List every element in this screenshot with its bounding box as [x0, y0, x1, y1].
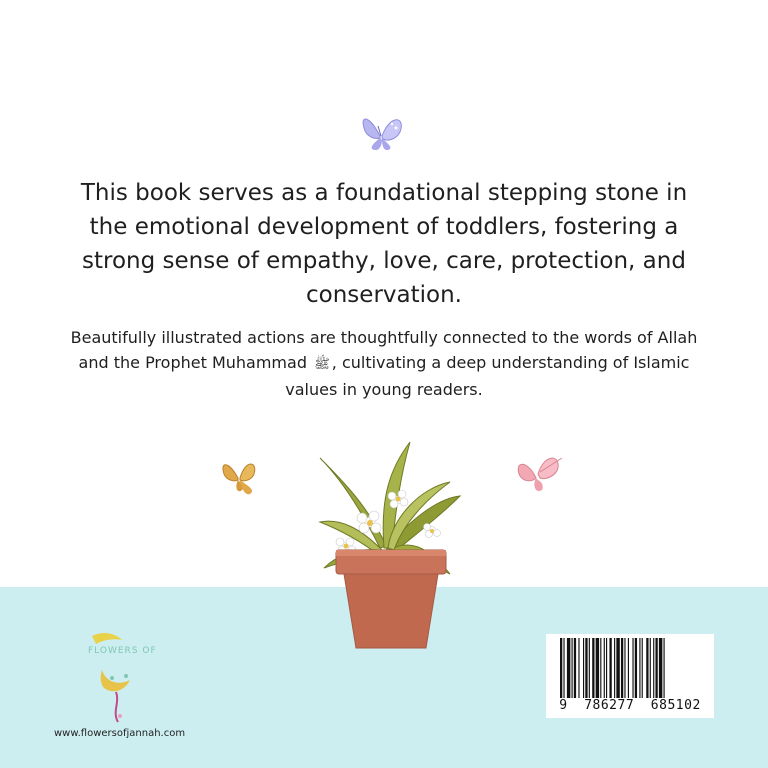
barcode-bar	[664, 638, 665, 698]
plant-pot-illustration	[300, 438, 470, 660]
barcode-bar	[604, 638, 605, 698]
barcode-bar	[585, 638, 587, 698]
barcode-bar	[574, 638, 576, 698]
barcode-bar	[628, 638, 629, 698]
barcode-bar	[659, 638, 662, 698]
barcode-bar	[632, 638, 633, 698]
barcode-bar	[616, 638, 619, 698]
butterfly-orange-icon	[218, 454, 262, 498]
barcode-bar	[560, 638, 562, 698]
barcode-bar	[600, 638, 601, 698]
website-link[interactable]: www.flowersofjannah.com	[54, 728, 186, 739]
logo-text: FLOWERS OF	[88, 646, 157, 656]
barcode-bars	[558, 638, 704, 698]
barcode-bar	[624, 638, 625, 698]
barcode-bar	[650, 638, 651, 698]
barcode-bar	[596, 638, 599, 698]
description-secondary	[64, 325, 704, 402]
barcode-bar	[563, 638, 564, 698]
barcode-bar	[583, 638, 584, 698]
description-secondary-part2: , cultivating a deep understanding of Islamic values in young readers.	[285, 353, 690, 399]
publisher-logo	[82, 630, 162, 726]
barcode-bar	[621, 638, 623, 698]
barcode-bar	[609, 638, 611, 698]
description-secondary-part1: Beautifully illustrated actions are thoughtfully connected to the words of Allah and the Prophet Muhammad	[70, 328, 698, 372]
barcode-bar	[606, 638, 607, 698]
barcode-bar	[635, 638, 637, 698]
barcode-bar	[653, 638, 654, 698]
barcode-bar	[578, 638, 579, 698]
barcode	[546, 634, 714, 718]
butterfly-pink-icon	[514, 450, 566, 496]
salawat-symbol: ﷺ	[314, 357, 330, 372]
barcode-bar	[642, 638, 643, 698]
barcode-bar	[592, 638, 594, 698]
barcode-bar	[614, 638, 615, 698]
description-main: This book serves as a foundational stepping stone in the emotional development of toddlers, fostering a strong sense of empathy, love, care, protection, and conservation.	[80, 180, 688, 308]
barcode-bar	[572, 638, 573, 698]
barcode-digits: 9 786277 685102	[559, 698, 701, 713]
barcode-bar	[655, 638, 657, 698]
barcode-bar	[646, 638, 648, 698]
butterfly-icon	[356, 106, 408, 154]
barcode-bar	[639, 638, 640, 698]
barcode-bar	[589, 638, 590, 698]
barcode-bar	[567, 638, 570, 698]
